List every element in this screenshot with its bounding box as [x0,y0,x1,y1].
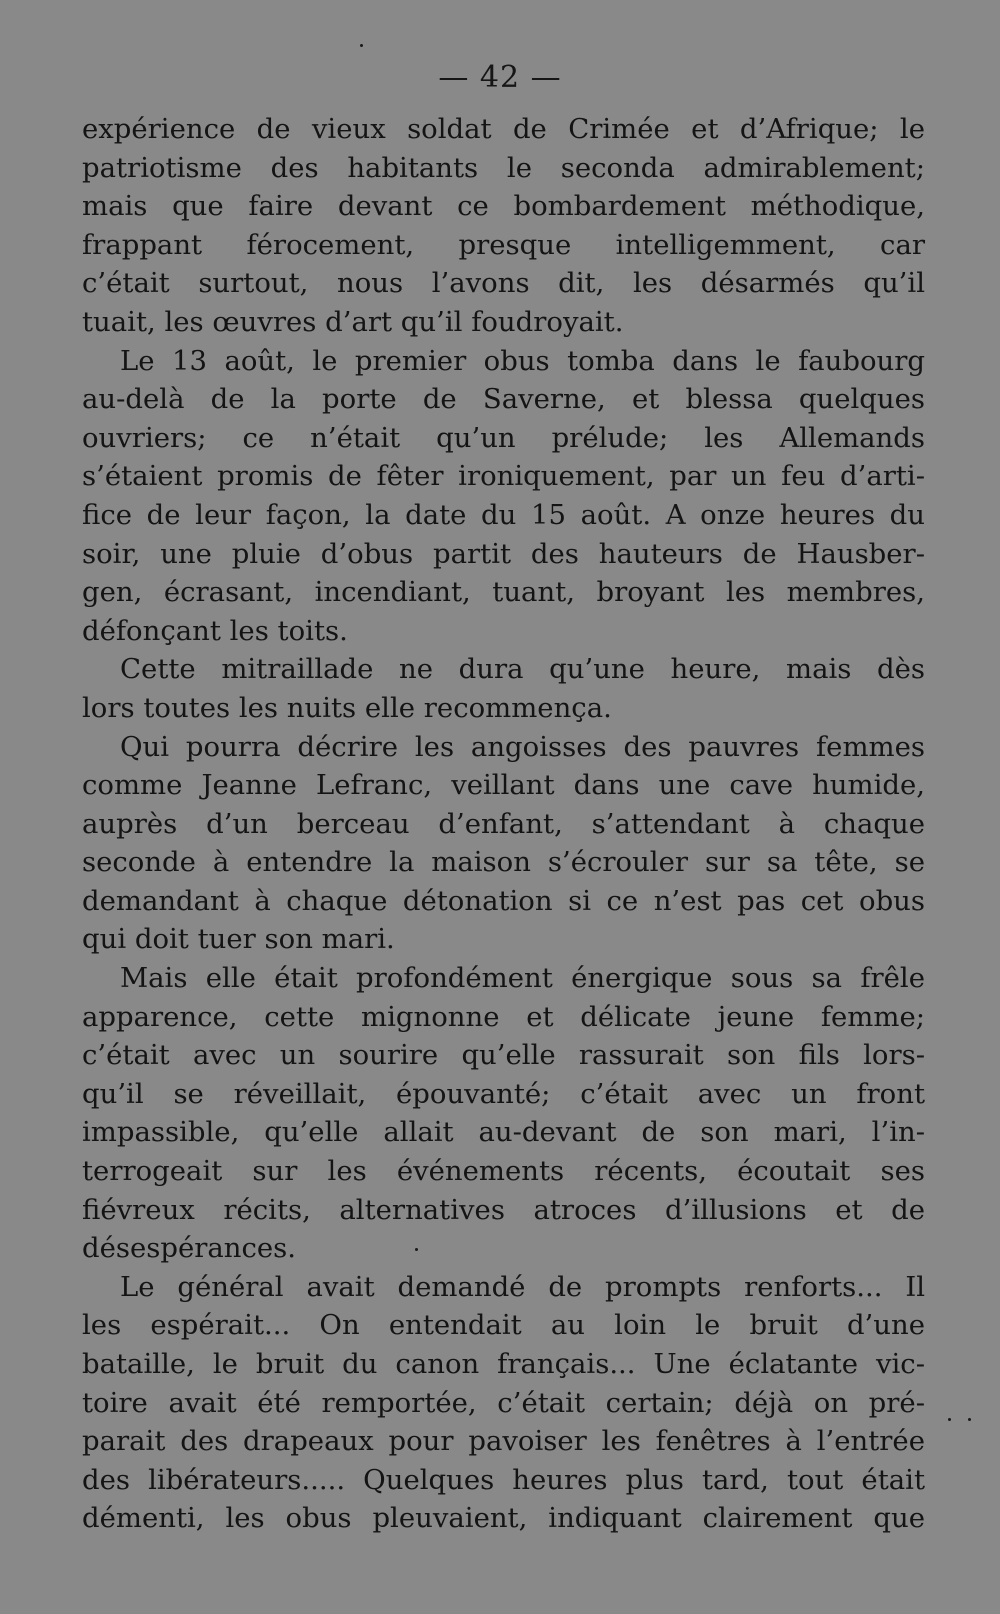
text-line: c’était surtout, nous l’avons dit, les désarmés qu’il [82,267,925,300]
page-number: — 42 — [438,60,562,95]
text-line: Cette mitraillade ne dura qu’une heure, mais dès [120,653,925,686]
paragraph [82,110,925,342]
paragraph [82,728,925,960]
text-line: comme Jeanne Lefranc, veillant dans une cave humide, [82,769,925,802]
text-line: Le 13 août, le premier obus tomba dans le faubourg [120,344,925,377]
paragraph [82,959,925,1268]
text-line: les espérait... On entendait au loin le bruit d’une [82,1309,925,1342]
text-line: seconde à entendre la maison s’écrouler sur sa tête, se [82,846,925,879]
text-line: des libérateurs..... Quelques heures plus tard, tout était [82,1463,925,1496]
text-line: soir, une pluie d’obus partit des hauteurs de Hausber- [82,537,925,570]
text-line: expérience de vieux soldat de Crimée et d’Afrique; le [82,113,925,145]
text-line: Qui pourra décrire les angoisses des pauvres femmes [120,730,925,763]
text-line: apparence, cette mignonne et délicate jeune femme; [82,1000,925,1033]
scan-speck [948,1418,951,1421]
text-line: Mais elle était profondément énergique sous sa frêle [120,962,925,995]
paragraph [82,342,925,651]
text-line: fice de leur façon, la date du 15 août. A onze heures du [82,498,925,531]
body-text [82,110,925,1538]
text-line: au-delà de la porte de Saverne, et blessa quelques [82,383,925,416]
text-line: terrogeait sur les événements récents, écoutait ses [82,1155,925,1188]
scan-speck [968,1418,971,1421]
text-line: lors toutes les nuits elle recommença. [82,691,612,724]
text-line: frappant férocement, presque intelligemment, car [82,228,925,261]
text-line: fiévreux récits, alternatives atroces d’illusions et de [82,1193,925,1226]
text-line: qu’il se réveillait, épouvanté; c’était avec un front [82,1077,925,1110]
scan-speck [360,44,363,47]
text-line: auprès d’un berceau d’enfant, s’attendant à chaque [82,807,925,840]
text-line: désespérances. [82,1232,297,1265]
text-line: impassible, qu’elle allait au-devant de son mari, l’in- [82,1116,925,1149]
paragraph [82,1268,925,1538]
paragraph [82,650,925,727]
scan-speck [415,1248,418,1251]
text-line: démenti, les obus pleuvaient, indiquant clairement que [82,1502,925,1535]
text-line: défonçant les toits. [82,614,348,647]
text-line: parait des drapeaux pour pavoiser les fenêtres à l’entrée [82,1425,925,1458]
text-line: ouvriers; ce n’était qu’un prélude; les Allemands [82,421,925,454]
text-line: gen, écrasant, incendiant, tuant, broyant les membres, [82,576,925,609]
text-line: Le général avait demandé de prompts renforts... Il [120,1270,925,1303]
text-line: s’étaient promis de fêter ironiquement, par un feu d’arti- [82,460,925,493]
text-line: tuait, les œuvres d’art qu’il foudroyait. [82,305,624,338]
text-line: patriotisme des habitants le seconda admirablement; [82,151,925,184]
text-line: bataille, le bruit du canon français... Une éclatante vic- [82,1348,925,1380]
text-line: demandant à chaque détonation si ce n’est pas cet obus [82,884,925,917]
text-line: toire avait été remportée, c’était certain; déjà on pré- [82,1386,925,1419]
text-line: c’était avec un sourire qu’elle rassurait son fils lors- [82,1039,925,1072]
text-line: qui doit tuer son mari. [82,923,395,956]
text-line: mais que faire devant ce bombardement méthodique, [82,190,925,223]
